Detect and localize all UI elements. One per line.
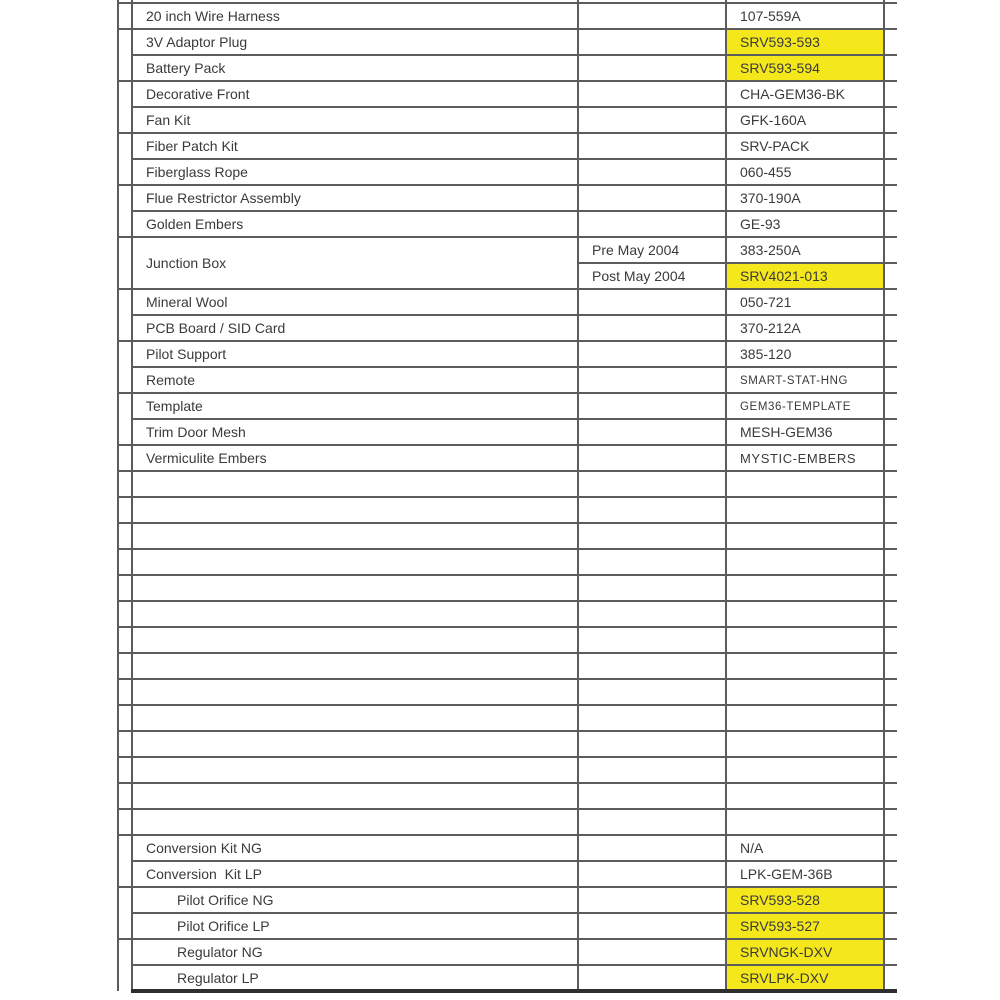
edge-stub-cell — [884, 731, 897, 757]
part-number-cell — [726, 809, 884, 835]
edge-stub-cell — [884, 3, 897, 29]
edge-stub-cell — [884, 965, 897, 991]
left-margin-cell — [118, 445, 132, 471]
edge-stub-cell — [884, 445, 897, 471]
item-name-label: Template — [146, 398, 203, 414]
empty-table-row — [118, 627, 897, 653]
part-number-label: SRV593-527 — [740, 918, 820, 934]
left-margin-cell — [118, 601, 132, 627]
part-number-cell — [726, 159, 884, 185]
note-cell — [578, 679, 726, 705]
table-row — [118, 367, 897, 393]
item-name-label: Fan Kit — [146, 112, 191, 128]
item-name-cell — [132, 55, 578, 81]
item-name-cell — [132, 939, 578, 965]
table-row — [118, 341, 897, 367]
part-number-cell — [726, 445, 884, 471]
table-row — [118, 419, 897, 445]
part-number-cell — [726, 185, 884, 211]
left-margin-cell — [118, 887, 132, 939]
part-number-label: 050-721 — [740, 294, 792, 310]
item-name-label: Fiberglass Rope — [146, 164, 248, 180]
item-name-cell — [132, 393, 578, 419]
table-row — [118, 55, 897, 81]
item-name-cell — [132, 159, 578, 185]
part-number-cell — [726, 133, 884, 159]
note-cell — [578, 783, 726, 809]
part-number-cell — [726, 783, 884, 809]
note-cell — [578, 263, 726, 289]
note-label: Pre May 2004 — [592, 242, 680, 258]
part-number-label: 370-212A — [740, 320, 801, 336]
part-number-cell-highlighted — [726, 913, 884, 939]
left-margin-cell — [118, 3, 132, 29]
edge-stub-cell — [884, 81, 897, 107]
part-number-cell — [726, 835, 884, 861]
item-name-cell — [132, 835, 578, 861]
item-name-cell — [132, 29, 578, 55]
note-cell — [578, 3, 726, 29]
part-number-cell — [726, 757, 884, 783]
note-cell — [578, 289, 726, 315]
edge-stub-cell — [884, 679, 897, 705]
table-row — [118, 393, 897, 419]
part-number-cell — [726, 3, 884, 29]
note-cell — [578, 835, 726, 861]
note-cell — [578, 133, 726, 159]
item-name-cell — [132, 237, 578, 289]
edge-stub-cell — [884, 211, 897, 237]
part-number-label: SRV593-593 — [740, 34, 820, 50]
parts-table — [117, 0, 897, 993]
note-cell — [578, 913, 726, 939]
note-cell — [578, 601, 726, 627]
part-number-cell-highlighted — [726, 29, 884, 55]
part-number-cell-highlighted — [726, 263, 884, 289]
part-number-cell — [726, 705, 884, 731]
edge-stub-cell — [884, 497, 897, 523]
left-margin-cell — [118, 341, 132, 393]
edge-stub-cell — [884, 523, 897, 549]
item-name-label: PCB Board / SID Card — [146, 320, 286, 336]
item-name-label: Decorative Front — [146, 86, 250, 102]
table-row — [118, 289, 897, 315]
item-name-label: Regulator NG — [177, 944, 263, 960]
item-name-cell — [132, 705, 578, 731]
part-number-label: 370-190A — [740, 190, 801, 206]
item-name-cell — [132, 913, 578, 939]
part-number-cell-highlighted — [726, 887, 884, 913]
item-name-cell — [132, 341, 578, 367]
left-margin-cell — [118, 757, 132, 783]
item-name-cell — [132, 107, 578, 133]
part-number-cell — [726, 107, 884, 133]
part-number-cell — [726, 627, 884, 653]
edge-stub-cell — [884, 237, 897, 263]
note-cell — [578, 29, 726, 55]
part-number-cell — [726, 497, 884, 523]
edge-stub-cell — [884, 133, 897, 159]
part-number-label: 107-559A — [740, 8, 801, 24]
edge-stub-cell — [884, 939, 897, 965]
part-number-cell — [726, 679, 884, 705]
part-number-label: GE-93 — [740, 216, 781, 232]
item-name-label: Vermiculite Embers — [146, 450, 267, 466]
part-number-cell — [726, 237, 884, 263]
item-name-cell — [132, 185, 578, 211]
empty-table-row — [118, 705, 897, 731]
item-name-label: Golden Embers — [146, 216, 244, 232]
item-name-cell — [132, 809, 578, 835]
part-number-cell — [726, 341, 884, 367]
part-number-label: GFK-160A — [740, 112, 807, 128]
note-cell — [578, 627, 726, 653]
table-row — [118, 211, 897, 237]
table-row — [118, 913, 897, 939]
item-name-cell — [132, 523, 578, 549]
part-number-cell — [726, 367, 884, 393]
edge-stub-cell — [884, 419, 897, 445]
note-cell — [578, 367, 726, 393]
item-name-cell — [132, 653, 578, 679]
part-number-label: SRVNGK-DXV — [740, 944, 833, 960]
empty-table-row — [118, 653, 897, 679]
item-name-cell — [132, 133, 578, 159]
note-cell — [578, 653, 726, 679]
item-name-cell — [132, 887, 578, 913]
left-margin-cell — [118, 185, 132, 237]
note-cell — [578, 81, 726, 107]
note-cell — [578, 107, 726, 133]
item-name-label: Fiber Patch Kit — [146, 138, 238, 154]
note-cell — [578, 419, 726, 445]
edge-stub-cell — [884, 29, 897, 55]
item-name-cell — [132, 627, 578, 653]
part-number-cell — [726, 81, 884, 107]
empty-table-row — [118, 731, 897, 757]
table-row — [118, 445, 897, 471]
item-name-label: Conversion Kit NG — [146, 840, 262, 856]
edge-stub-cell — [884, 315, 897, 341]
part-number-cell-highlighted — [726, 939, 884, 965]
note-cell — [578, 861, 726, 887]
part-number-cell — [726, 393, 884, 419]
item-name-label: Flue Restrictor Assembly — [146, 190, 301, 206]
edge-stub-cell — [884, 107, 897, 133]
note-cell — [578, 315, 726, 341]
part-number-cell — [726, 471, 884, 497]
item-name-label: Trim Door Mesh — [146, 424, 246, 440]
note-cell — [578, 965, 726, 991]
edge-stub-cell — [884, 835, 897, 861]
edge-stub-cell — [884, 289, 897, 315]
part-number-label: N/A — [740, 840, 764, 856]
empty-table-row — [118, 679, 897, 705]
item-name-cell — [132, 367, 578, 393]
part-number-label: SRV593-594 — [740, 60, 820, 76]
note-cell — [578, 887, 726, 913]
empty-table-row — [118, 549, 897, 575]
item-name-label: Pilot Orifice NG — [177, 892, 274, 908]
part-number-cell — [726, 601, 884, 627]
edge-stub-cell — [884, 393, 897, 419]
left-margin-cell — [118, 731, 132, 757]
left-margin-cell — [118, 809, 132, 835]
part-number-cell — [726, 315, 884, 341]
left-margin-cell — [118, 835, 132, 887]
edge-stub-cell — [884, 861, 897, 887]
table-row — [118, 133, 897, 159]
edge-stub-cell — [884, 549, 897, 575]
note-cell — [578, 471, 726, 497]
part-number-label: SRV4021-013 — [740, 268, 828, 284]
edge-stub-cell — [884, 575, 897, 601]
edge-stub-cell — [884, 783, 897, 809]
left-margin-cell — [118, 133, 132, 185]
part-number-label: 385-120 — [740, 346, 792, 362]
note-cell — [578, 575, 726, 601]
note-cell — [578, 939, 726, 965]
note-cell — [578, 523, 726, 549]
item-name-cell — [132, 757, 578, 783]
part-number-label: SRVLPK-DXV — [740, 969, 829, 986]
left-margin-cell — [118, 29, 132, 81]
part-number-cell — [726, 549, 884, 575]
left-margin-cell — [118, 939, 132, 991]
note-cell — [578, 809, 726, 835]
note-cell — [578, 497, 726, 523]
item-name-label: Remote — [146, 372, 196, 388]
note-cell — [578, 393, 726, 419]
part-number-cell-highlighted — [726, 965, 884, 991]
table-row — [118, 3, 897, 29]
part-number-cell — [726, 575, 884, 601]
table-row — [118, 835, 897, 861]
item-name-cell — [132, 3, 578, 29]
edge-stub-cell — [884, 341, 897, 367]
edge-stub-cell — [884, 159, 897, 185]
left-margin-cell — [118, 523, 132, 549]
item-name-cell — [132, 315, 578, 341]
note-label: Post May 2004 — [592, 268, 686, 284]
part-number-label: GEM36-TEMPLATE — [740, 401, 852, 414]
part-number-cell — [726, 861, 884, 887]
item-name-cell — [132, 211, 578, 237]
left-margin-cell — [118, 393, 132, 445]
empty-table-row — [118, 575, 897, 601]
item-name-label: Junction Box — [146, 255, 227, 271]
note-cell — [578, 341, 726, 367]
edge-stub-cell — [884, 263, 897, 289]
empty-table-row — [118, 601, 897, 627]
edge-stub-cell — [884, 757, 897, 783]
left-margin-cell — [118, 471, 132, 497]
empty-table-row — [118, 809, 897, 835]
item-name-cell — [132, 289, 578, 315]
note-cell — [578, 445, 726, 471]
note-cell — [578, 705, 726, 731]
item-name-cell — [132, 575, 578, 601]
note-cell — [578, 211, 726, 237]
part-number-cell — [726, 289, 884, 315]
table-row — [118, 315, 897, 341]
part-number-label: SRV593-528 — [740, 892, 820, 908]
part-number-label: CHA-GEM36-BK — [740, 86, 846, 102]
item-name-label: Pilot Support — [146, 346, 227, 362]
part-number-cell — [726, 211, 884, 237]
edge-stub-cell — [884, 601, 897, 627]
item-name-cell — [132, 601, 578, 627]
left-margin-cell — [118, 679, 132, 705]
part-number-label: SMART-STAT-HNG — [740, 375, 849, 388]
item-name-cell — [132, 497, 578, 523]
part-number-label: MESH-GEM36 — [740, 424, 833, 440]
left-margin-cell — [118, 497, 132, 523]
item-name-cell — [132, 419, 578, 445]
table-row — [118, 887, 897, 913]
empty-table-row — [118, 783, 897, 809]
table-row — [118, 107, 897, 133]
item-name-cell — [132, 965, 578, 991]
edge-stub-cell — [884, 653, 897, 679]
note-cell — [578, 55, 726, 81]
part-number-label: LPK-GEM-36B — [740, 866, 833, 882]
note-cell — [578, 185, 726, 211]
table-row — [118, 861, 897, 887]
empty-table-row — [118, 757, 897, 783]
left-margin-cell — [118, 627, 132, 653]
note-cell — [578, 159, 726, 185]
note-cell — [578, 757, 726, 783]
left-margin-cell — [118, 237, 132, 289]
parts-table-body — [118, 0, 897, 991]
table-row — [118, 965, 897, 991]
item-name-cell — [132, 679, 578, 705]
left-margin-cell — [118, 705, 132, 731]
empty-table-row — [118, 523, 897, 549]
edge-stub-cell — [884, 809, 897, 835]
edge-stub-cell — [884, 705, 897, 731]
item-name-label: Regulator LP — [177, 969, 259, 986]
edge-stub-cell — [884, 55, 897, 81]
edge-stub-cell — [884, 471, 897, 497]
item-name-label: Conversion Kit LP — [146, 866, 262, 882]
item-name-cell — [132, 471, 578, 497]
part-number-cell — [726, 731, 884, 757]
part-number-label: 383-250A — [740, 242, 801, 258]
edge-stub-cell — [884, 367, 897, 393]
note-cell — [578, 549, 726, 575]
part-number-cell — [726, 419, 884, 445]
left-margin-cell — [118, 575, 132, 601]
edge-stub-cell — [884, 627, 897, 653]
item-name-label: Pilot Orifice LP — [177, 918, 270, 934]
item-name-label: 20 inch Wire Harness — [146, 8, 280, 24]
table-row — [118, 29, 897, 55]
part-number-label: MYSTIC-EMBERS — [740, 451, 857, 466]
edge-stub-cell — [884, 185, 897, 211]
item-name-cell — [132, 783, 578, 809]
item-name-label: Mineral Wool — [146, 294, 228, 310]
part-number-label: SRV-PACK — [740, 138, 810, 154]
left-margin-cell — [118, 289, 132, 341]
edge-stub-cell — [884, 913, 897, 939]
item-name-cell — [132, 731, 578, 757]
table-row — [118, 159, 897, 185]
item-name-cell — [132, 81, 578, 107]
part-number-cell — [726, 653, 884, 679]
part-number-cell-highlighted — [726, 55, 884, 81]
item-name-label: Battery Pack — [146, 60, 226, 76]
table-row — [118, 237, 897, 263]
empty-table-row — [118, 497, 897, 523]
part-number-label: 060-455 — [740, 164, 792, 180]
note-cell — [578, 731, 726, 757]
empty-table-row — [118, 471, 897, 497]
item-name-cell — [132, 549, 578, 575]
left-margin-cell — [118, 549, 132, 575]
table-row — [118, 81, 897, 107]
table-row — [118, 185, 897, 211]
item-name-cell — [132, 445, 578, 471]
left-margin-cell — [118, 653, 132, 679]
table-row — [118, 939, 897, 965]
item-name-cell — [132, 861, 578, 887]
item-name-label: 3V Adaptor Plug — [146, 34, 248, 50]
left-margin-cell — [118, 783, 132, 809]
left-margin-cell — [118, 81, 132, 133]
note-cell — [578, 237, 726, 263]
part-number-cell — [726, 523, 884, 549]
edge-stub-cell — [884, 887, 897, 913]
